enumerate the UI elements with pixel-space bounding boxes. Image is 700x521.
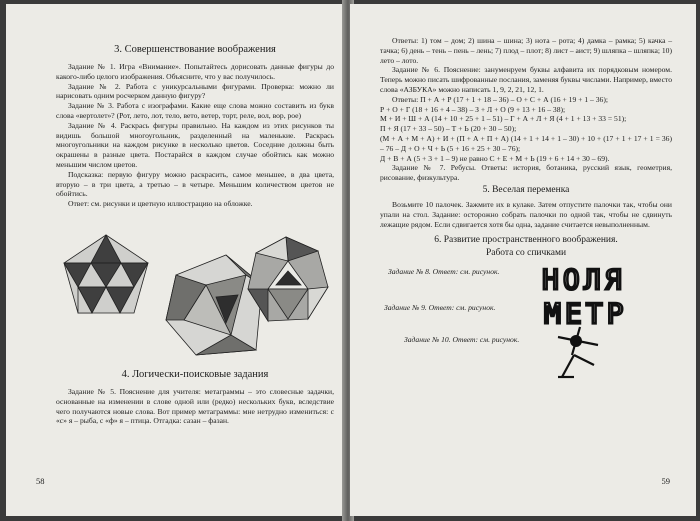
task-8-text: Задание № 8. Ответ: см. рисунок. bbox=[388, 267, 500, 277]
right-page bbox=[350, 4, 696, 516]
word-metr: МЕТР bbox=[544, 297, 628, 328]
section-5-title: 5. Веселая переменка bbox=[482, 184, 570, 195]
cipher-equation-1: Ответы: П + А + Р (17 + 1 + 18 – 36) – О + С + А (16 + 19 + 1 – 36); bbox=[392, 94, 608, 104]
cipher-equation-6: Д + В + А (5 + 3 + 1 – 9) не равно С + Е + М + Ь (19 + 6 + 14 + 30 – 69). bbox=[380, 153, 610, 163]
cipher-equation-5: (М + А + М + А) + И + (П + А + П + А) (14 + 1 + 14 + 1 – 30) + 10 + (17 + 1 + 17 + 1 = 36) – 76 – Д + О + Ч + Ь (5 + 16 + 25 + 30 – 76); bbox=[380, 133, 672, 153]
cipher-equation-2: Р + О + Г (18 + 16 + 4 – 38) – З + Л + О (9 + 13 + 16 – 38); bbox=[380, 104, 566, 114]
section-3-title: 3. Совершенствование воображения bbox=[114, 44, 276, 55]
figure-pentagon bbox=[64, 235, 148, 313]
task-3-text: Задание № 3. Работа с изографами. Какие еще слова можно составить из букв слова «вертолет»? (Рот, лето, лот, тело, вето, ветер, торт, реле, вол, вор, рое) bbox=[56, 101, 334, 120]
answer-4-text: Ответ: см. рисунки и цветную иллюстрацию на обложке. bbox=[68, 199, 253, 209]
figure-shield bbox=[166, 255, 262, 355]
matchstick-figure-icon bbox=[550, 325, 610, 385]
break-activity-text: Возьмите 10 палочек. Зажмите их в кулаке. Затем отпустите палочки так, чтобы они упали на стол. Задание: осторожно собрать палочки по одной так, чтобы не сдвинуть лежащие рядом. Если сдвигается хотя бы одна, задание считается невыполненным. bbox=[380, 199, 672, 229]
matchstick-word-metr bbox=[542, 297, 662, 327]
task-9-text: Задание № 9. Ответ: см. рисунок. bbox=[384, 303, 496, 313]
coloring-figures bbox=[56, 215, 334, 365]
task-1-text: Задание № 1. Игра «Внимание». Попытайтесь дорисовать данные фигуры до какого-либо целого изображения. Объясните, что у вас получилось. bbox=[56, 62, 334, 81]
page-number-right: 59 bbox=[661, 476, 670, 486]
task-9-row bbox=[380, 297, 672, 331]
section-6-subtitle: Работа со спичками bbox=[485, 248, 567, 259]
cipher-equation-3: М + И + Ш + А (14 + 10 + 25 + 1 – 51) – Г + А + Л + Я (4 + 1 + 13 + 33 = 51); bbox=[380, 114, 627, 124]
left-page bbox=[6, 4, 346, 516]
page-number-left: 58 bbox=[36, 476, 45, 486]
hint-text: Подсказка: первую фигуру можно раскрасить, самое меньшее, в два цвета, вторую – в три цвета, а третью – в четыре. Меньшим количеством цветов не обойтись. bbox=[56, 169, 334, 199]
section-4-title: 4. Логически-поисковые задания bbox=[121, 368, 269, 380]
task-8-row bbox=[380, 263, 672, 297]
task-4-text: Задание № 4. Раскрась фигуры правильно. На каждом из этих рисунков ты видишь большой многоугольник, разделенный на маленькие. Раскрась многоугольники на каждом рисунке в несколько цветов. Соседние должны быть окрашены в разные цвета. Постарайся в каждом случае обойтись как можно меньшим числом цветов. bbox=[56, 120, 334, 169]
task-2-text: Задание № 2. Работа с уникурсальными фигурами. Проверка: можно ли нарисовать одним росчерком данную фигуру? bbox=[56, 81, 334, 101]
task-10-text: Задание № 10. Ответ: см. рисунок. bbox=[404, 335, 520, 345]
task-7-text: Задание № 7. Ребусы. Ответы: история, ботаника, русский язык, геометрия, рисование, физкультура. bbox=[380, 163, 672, 183]
left-page-content bbox=[56, 40, 334, 426]
task-5-text: Задание № 5. Пояснение для учителя: метаграммы – это словесные задачки, основанные на изменении в слове одной или (редко) нескольких букв, вследствие чего получаются новые слова. Вот пример метаграммы: мне нетрудно измениться: с «с» я – рыба, с «ф» я – птица. Отгадка: сазан – фазан. bbox=[56, 386, 334, 426]
right-page-content bbox=[380, 36, 672, 391]
cipher-equation-4: П + Я (17 + 33 – 50) – Т + Ь (20 + 30 – 50); bbox=[380, 124, 517, 134]
section-6-title: 6. Развитие пространственного воображения. bbox=[434, 235, 618, 246]
task-10-row bbox=[380, 331, 672, 391]
matchstick-word-nolya bbox=[540, 263, 660, 293]
word-nolya: НОЛЯ bbox=[542, 263, 626, 294]
task-6-text: Задание № 6. Пояснение: зануменруем буквы алфавита их порядковым номером. Теперь можно писать шифрованные послания, заменяя буквы числами. Например, вместо слова «АЗБУКА» можно написать 1, 9, 2, 21, 12, 1. bbox=[380, 65, 672, 94]
figure-heptagon bbox=[248, 237, 328, 321]
answers-metagrams: Ответы: 1) том – дом; 2) шина – шина; 3) нота – рота; 4) дамка – рамка; 5) качка – тачка; 6) день – тень – пень – лень; 7) плод – плот; 8) лист – аист; 9) шляпка – шляпка; 10) лето – лото. bbox=[380, 36, 672, 65]
